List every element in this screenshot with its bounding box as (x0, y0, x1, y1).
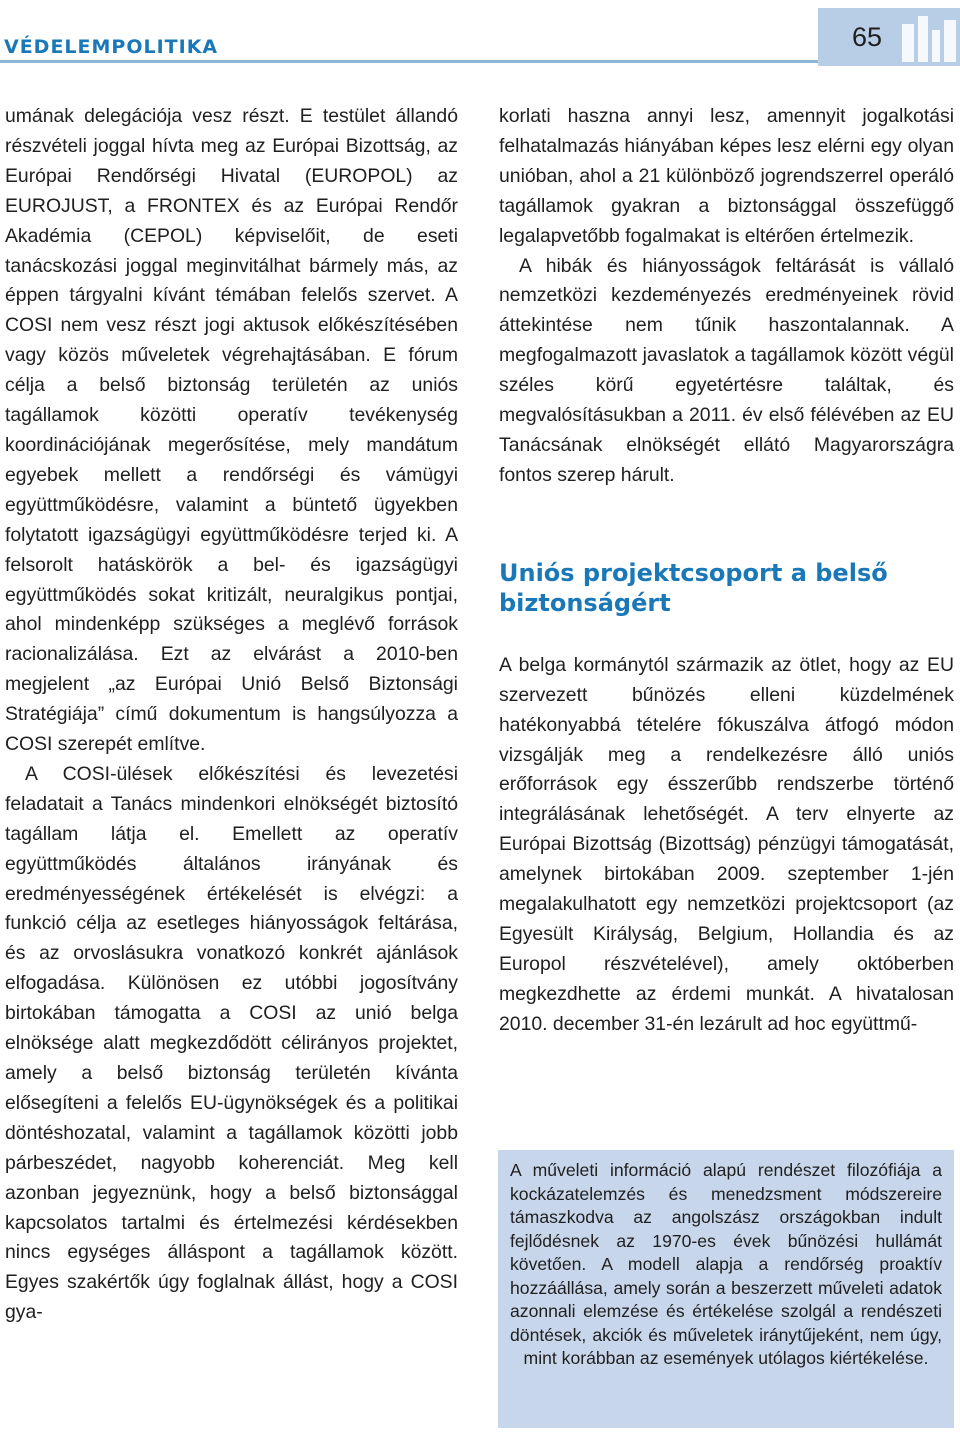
callout-text: A műveleti információ alapú rendészet filozófiája a kockázatelemzés és menedzsment módszereire támaszkodva az angolszász országokban indult fejlődésnek az 1970-es évek bűnözési hullámát követően. A modell alapja a rendőrség proaktív hozzáállása, amely során a beszerzett műveleti adatok azonnali elemzése és értékelése szolgál a rendészeti döntések, akciók és műveletek iránytűjeként, nem úgy, mint korábban az események utólagos kiértékelése. (510, 1160, 942, 1368)
bars-logo-icon (900, 14, 960, 62)
right-paragraph-1: korlati haszna annyi lesz, amennyit jogalkotási felhatalmazás hiányában képes lesz elérni egy olyan unióban, ahol a 21 különböző jogrendszerrel operáló tagállamok gyakran a biztonsággal összefüggő legalapvetőbb fogalmakat is eltérően értelmezik. (499, 105, 954, 247)
section-heading: Uniós projektcsoport a belső biztonságért (499, 558, 888, 617)
header-rule (0, 60, 818, 63)
left-paragraph-1: umának delegációja vesz részt. E testület állandó részvételi joggal hívta meg az Európai Bizottság, az Európai Rendőrségi Hivatal (EUROPOL) az EUROJUST, a FRONTEX és az Európai Rendőr Akadémia (CEPOL) képviselőit, de eseti tanácskozási joggal meginvitálhat bármely más, az éppen tárgyalni kívánt témában felelős szervet. A COSI nem vesz részt jogi aktusok előkészítésében vagy közös műveletek végrehajtásában. E fórum célja a belső biztonság területén az uniós tagállamok közötti operatív tevékenység koordinációjának megerősítése, mely mandátum egyebek mellett a rendőrségi és vámügyi együttműködésre, valamint a büntető ügyekben folytatott igazságügyi együttműködésre terjed ki. A felsorolt hatáskörök a bel- és igazságügyi együttműködés sokat kritizált, neuralgikus pontjai, ahol mindenképp szükséges a meglévő források racionalizálása. Ezt az elvárást a 2010-ben megjelent „az Európai Unió Belső Biztonsági Stratégiája” című dokumentum is hangsúlyozza a COSI szerepét említve. (5, 105, 458, 756)
left-column (5, 102, 458, 1328)
right-paragraph-2: A hibák és hiányosságok feltárását is vállaló nemzetközi kezdeményezés eredményeinek rövid áttekintése nem tűnik haszontalannak. A megfogalmazott javaslatok a tagállamok között végül széles körű egyetértésre találtak, és megvalósításukban a 2011. év első félévében az EU Tanácsának elnökségét ellátó Magyarországra fontos szerep hárult. (499, 254, 954, 486)
page-header (0, 0, 960, 80)
page-number-tab (818, 8, 960, 66)
page-number: 65 (852, 22, 883, 52)
callout-box (498, 1150, 954, 1428)
right-column (499, 102, 954, 1040)
right-paragraph-3: A belga kormánytól származik az ötlet, hogy az EU szervezett bűnözés elleni küzdelmének hatékonyabbá tételére fókuszálva átfogó módon vizsgálják meg a rendelkezésre álló uniós erőforrások egy ésszerűbb rendszerbe történő integrálásának lehetőségét. A terv elnyerte az Európai Bizottság (Bizottság) pénzügyi támogatását, amelynek birtokában 2009. szeptember 1-jén megalakulhatott egy nemzetközi projektcsoport (az Egyesült Királyság, Belgium, Hollandia és az Europol részvételével), amely októberben megkezdhette az érdemi munkát. A hivatalosan 2010. december 31-én lezárult ad hoc együttmű- (499, 653, 954, 1035)
section-label: VÉDELEMPOLITIKA (4, 36, 219, 58)
left-paragraph-2: A COSI-ülések előkészítési és levezetési feladatait a Tanács mindenkori elnökségét biztosító tagállam látja el. Emellett az operatív együttműködés általános irányának és eredményességének értékelését is elvégzi: a funkció célja az esetleges hiányosságok feltárása, és az orvoslásukra vonatkozó konkrét ajánlások elfogadása. Különösen ez utóbbi jogosítvány birtokában támogatta a COSI az unió belga elnöksége alatt megkezdődött célirányos projektet, amely a belső biztonság területén kívánta elősegíteni a felelős EU-ügynökségek és a politikai döntéshozatal, valamint a tagállamok közötti jobb párbeszédet, nagyobb koherenciát. Meg kell azonban jegyeznünk, hogy a belső biztonsággal kapcsolatos tartalmi és értelmezési kérdésekben nincs egységes álláspont a tagállamok között. Egyes szakértők úgy foglalnak állást, hogy a COSI gya- (5, 762, 458, 1324)
